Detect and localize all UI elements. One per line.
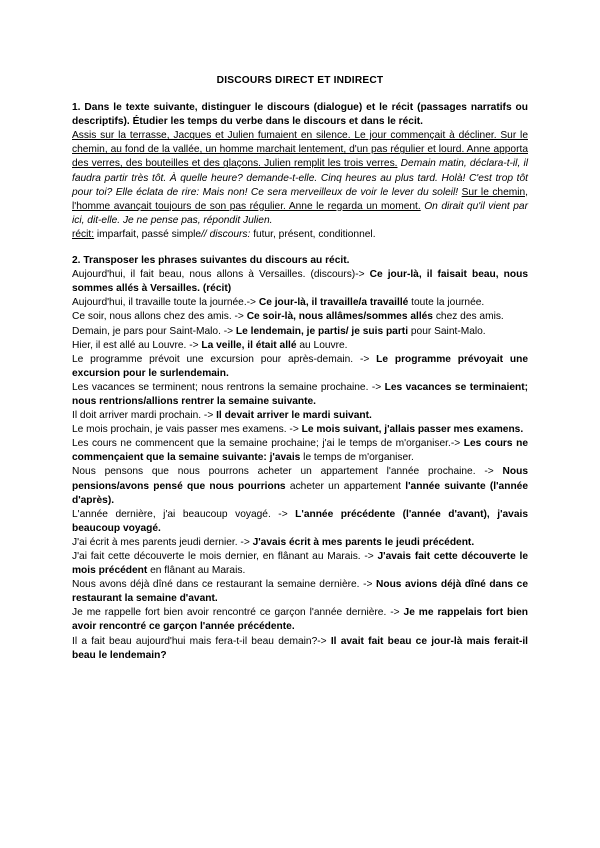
item-question: Le mois prochain, je vais passer mes examens. -> xyxy=(72,424,302,436)
item-question: Ce soir, nous allons chez des amis. -> xyxy=(72,311,247,323)
exercise-item xyxy=(72,353,528,381)
item-tail: chez des amis. xyxy=(432,311,504,323)
item-answer: Je me rappelais fort bien avoir rencontré ce garçon l'année précédente. xyxy=(72,607,528,633)
item-question: J'ai écrit à mes parents jeudi dernier. -> xyxy=(72,536,253,548)
exercise-item xyxy=(72,325,528,339)
exercise-item xyxy=(72,423,528,437)
item-answer: La veille, il était allé xyxy=(201,339,297,351)
exercise-item xyxy=(72,550,528,578)
item-answer: Il avait fait beau ce jour-là mais ferait-il beau le lendemain? xyxy=(72,635,528,661)
exercise-item xyxy=(72,437,528,465)
item-answer: Nous avions déjà dîné dans ce restaurant la semaine d'avant. xyxy=(72,579,528,605)
item-question: Je me rappelle fort bien avoir rencontré ce garçon l'année dernière. -> xyxy=(72,607,404,619)
exercise-item xyxy=(72,296,528,310)
exercise-1-heading: 1. Dans le texte suivante, distinguer le discours (dialogue) et le récit (passages narratifs ou descriptifs). Étudier les temps du verbe dans le discours et dans le récit. xyxy=(72,102,528,128)
item-tail: pour Saint-Malo. xyxy=(408,325,486,337)
exercise-item xyxy=(72,339,528,353)
answer-recit-text: imparfait, passé simple xyxy=(94,228,202,240)
item-question: Nous pensons que nous pourrons acheter un appartement l'année prochaine. -> xyxy=(72,466,503,478)
answer-discours-label: // discours: xyxy=(201,228,251,240)
item-question: L'année dernière, j'ai beaucoup voyagé. -> xyxy=(72,508,296,520)
exercise-item xyxy=(72,508,528,536)
item-tail: au Louvre. xyxy=(296,339,348,351)
item-answer: J'avais fait cette découverte le mois précédent xyxy=(72,551,528,577)
item-answer: Ce jour-là, il travaille/a travaillé xyxy=(258,297,409,309)
item-tail: le temps de m'organiser. xyxy=(300,452,414,464)
item-answer: Le programme prévoyait une excursion pour le surlendemain. xyxy=(72,353,528,379)
item-question: Il a fait beau aujourd'hui mais fera-t-il beau demain?-> xyxy=(72,635,331,647)
exercise-item xyxy=(72,606,528,634)
item-question: Hier, il est allé au Louvre. -> xyxy=(72,339,202,351)
exercise-item xyxy=(72,381,528,409)
item-question: Aujourd'hui, il fait beau, nous allons à Versailles. (discours)-> xyxy=(72,269,370,281)
recit-passage-1: Assis sur la terrasse, Jacques et Julien fumaient en silence. Le jour commençait à décliner. Sur le chemin, au fond de la vallée, un homme marchait lentement, d'un pas régulier et lourd. Anne apporta des verres, des bouteilles et des glaçons. Julien remplit les trois verres. xyxy=(72,130,528,170)
exercise-item xyxy=(72,536,528,550)
exercise-item xyxy=(72,465,528,507)
item-answer: Les cours ne commençaient que la semaine suivante: j'avais xyxy=(72,438,528,464)
item-tail: acheter un appartement xyxy=(285,480,406,492)
exercise-1-answer xyxy=(72,228,528,242)
exercise-item xyxy=(72,635,528,663)
item-answer: Le mois suivant, j'allais passer mes examens. xyxy=(301,424,524,436)
recit-passage-2: Sur le chemin, l'homme avançait toujours de son pas régulier. Anne le regarda un moment. xyxy=(72,186,528,212)
item-question: Aujourd'hui, il travaille toute la journée.-> xyxy=(72,297,259,309)
item-answer: l'année suivante (l'année d'après). xyxy=(72,480,528,506)
item-answer: Le lendemain, je partis/ je suis parti xyxy=(235,325,409,337)
exercise-item xyxy=(72,409,528,423)
page-title: DISCOURS DIRECT ET INDIRECT xyxy=(216,75,384,86)
item-answer: Ce soir-là, nous allâmes/sommes allés xyxy=(246,311,433,323)
item-answer: L'année précédente (l'année d'avant), j'avais beaucoup voyagé. xyxy=(72,508,528,534)
answer-recit-label: récit: xyxy=(72,228,95,240)
item-question: J'ai fait cette découverte le mois dernier, en flânant au Marais. -> xyxy=(72,551,378,562)
discours-passage-1: Demain matin, déclara-t-il, il faudra partir très tôt. À quelle heure? demande-t-elle. Cinq heures au plus tard. Holà! C'est trop tôt pour toi? Elle éclata de rire: Mais non! Ce sera merveilleux de voir le lever du soleil! xyxy=(72,158,528,198)
discours-passage-2: On dirait qu'il vient par ici, dit-elle. Je ne pense pas, répondit Julien. xyxy=(72,200,528,226)
document-page xyxy=(72,74,528,663)
item-answer: J'avais écrit à mes parents le jeudi précédent. xyxy=(252,536,475,548)
exercise-item xyxy=(72,310,528,324)
item-question: Il doit arriver mardi prochain. -> xyxy=(72,410,217,422)
item-question: Nous avons déjà dîné dans ce restaurant la semaine dernière. -> xyxy=(72,579,376,591)
exercise-item xyxy=(72,268,528,296)
item-question: Le programme prévoit une excursion pour après-demain. -> xyxy=(72,353,377,365)
item-question: Les cours ne commencent que la semaine prochaine; j'ai le temps de m'organiser.-> xyxy=(72,438,464,450)
item-question: Demain, je pars pour Saint-Malo. -> xyxy=(72,325,236,337)
item-answer: Il devait arriver le mardi suivant. xyxy=(216,410,372,422)
item-answer: Nous pensions/avons pensé que nous pourrions xyxy=(72,466,528,492)
exercise-2-list xyxy=(72,268,528,663)
answer-discours-text: futur, présent, conditionnel. xyxy=(250,228,376,240)
item-answer: Les vacances se terminaient; nous rentrions/allions rentrer la semaine suivante. xyxy=(72,381,529,407)
item-tail: toute la journée. xyxy=(408,297,485,309)
exercise-1-text xyxy=(72,129,528,228)
item-answer: Ce jour-là, il faisait beau, nous sommes allés à Versailles. (récit) xyxy=(72,269,528,295)
item-tail: en flânant au Marais. xyxy=(147,565,246,577)
item-question: Les vacances se terminent; nous rentrons la semaine prochaine. -> xyxy=(72,381,385,393)
exercise-2-heading: 2. Transposer les phrases suivantes du discours au récit. xyxy=(72,255,350,267)
exercise-item xyxy=(72,578,528,606)
